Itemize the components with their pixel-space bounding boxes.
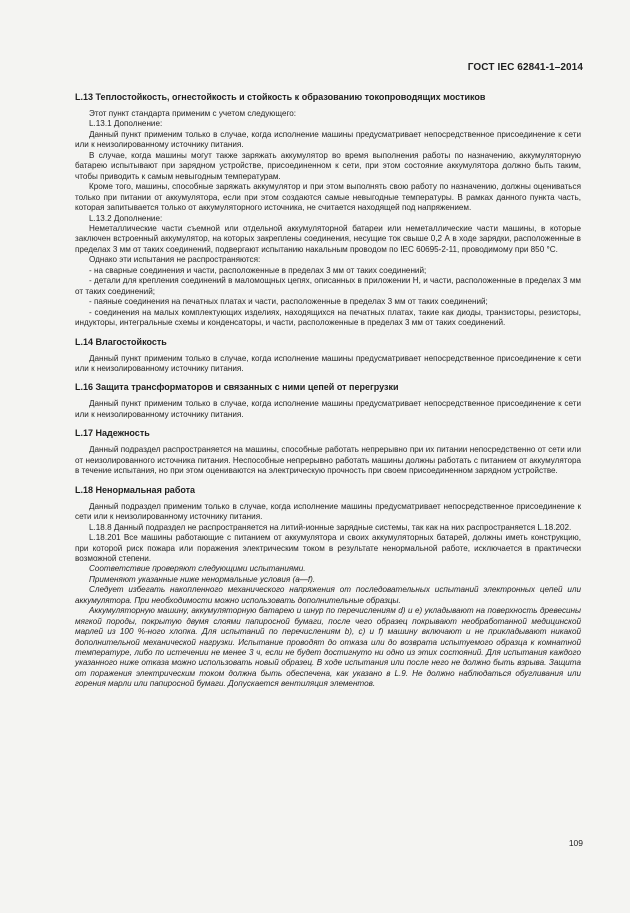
section-heading: L.14 Влагостойкость xyxy=(75,336,167,347)
paragraph: - соединения на малых комплектующих изделиях, находящихся на печатных платах, такие как диоды, транзисторы, резисторы, индукторы, интегральные схемы и конденсаторы, и части, расположенные в пределах 3 мм от таких соединений. xyxy=(75,307,581,328)
document-body xyxy=(75,92,581,690)
paragraph: Данный пункт применим только в случае, когда исполнение машины предусматривает непосредственное присоединение к сети или к неизолированному источнику питания. xyxy=(75,353,581,373)
paragraph: - на сварные соединения и части, расположенные в пределах 3 мм от таких соединений; xyxy=(89,265,427,275)
document-header: ГОСТ IEC 62841-1–2014 xyxy=(467,62,583,73)
paragraph: Следует избегать накопленного механического напряжения от последовательных испытаний электронных цепей или аккумулятора. При необходимости можно использовать дополнительные образцы. xyxy=(75,585,581,605)
paragraph: Данный пункт применим только в случае, когда исполнение машины предусматривает непосредственное присоединение к сети или к неизолированному источнику питания. xyxy=(75,399,581,419)
page-number: 109 xyxy=(568,838,583,848)
paragraph: Данный подраздел применим только в случае, когда исполнение машины предусматривает непосредственное присоединение к сети или к неизолированному источнику питания. xyxy=(75,501,581,522)
paragraph: Применяют указанные ниже ненормальные условия (a—f). xyxy=(89,574,316,584)
paragraph: Этот пункт стандарта применим с учетом следующего: xyxy=(89,109,297,118)
paragraph: Данный подраздел распространяется на машины, способные работать непрерывно при их питании непосредственно от сети или от неизолированного источника питания. Неспособные непрерывно работать машины должны работать с питанием от аккумулятора в течение испытания, но при этом оцениваются на электрическую прочность при своем присоединенном зарядном устройстве. xyxy=(75,445,581,476)
paragraph: В случае, когда машины могут также заряжать аккумулятор во время выполнения работы по назначению, аккумуляторную батарею испытывают при зарядном устройстве, присоединенном к сети, при этом состояние аккумулятора должно быть таким, чтобы приводить к самым невыгодным температурам. xyxy=(75,150,581,181)
section-heading: L.18 Ненормальная работа xyxy=(75,484,196,495)
section-heading: L.16 Защита трансформаторов и связанных с ними цепей от перегрузки xyxy=(75,382,399,393)
paragraph: - детали для крепления соединений в маломощных цепях, описанных в приложении Н, и части, расположенные в пределах 3 мм от таких соединений; xyxy=(75,276,581,296)
paragraph: - паяные соединения на печатных платах и части, расположенные в пределах 3 мм от таких соединений; xyxy=(89,297,488,307)
paragraph: Аккумуляторную машину, аккумуляторную батарею и шнур по перечислениям d) и е) укладывают на поверхность древесины мягкой породы, покрытую двумя слоями папиросной бумаги, после чего образец покрывают необработанной медицинской марлей из 100 %-ного хлопка. Для испытаний по перечислениям b), c) и f) машину включают и не прикладывают никакой дополнительной механической нагрузки. Испытание проводят до отказа или до возврата испытуемого образца к комнатной температуре, либо по истечении не менее 3 ч, если не будет достигнуто ни одно из этих состояний. Для испытания каждого указанного ниже отказа можно использовать новый образец. В ходе испытания или после него не должно быть взрыва. Защита от поражения электрическим током должна быть обеспечена, как указано в L.9. Не должно наблюдаться обугливания или горения марли или папиросной бумаги. Допускается вентиляция элементов. xyxy=(75,606,581,689)
paragraph: L.13.2 Дополнение: xyxy=(89,213,163,223)
paragraph: Соответствие проверяют следующими испытаниями. xyxy=(89,564,306,574)
paragraph: L.13.1 Дополнение: xyxy=(89,119,163,129)
paragraph: Кроме того, машины, способные заряжать аккумулятор и при этом выполнять свою работу по назначению, должны оцениваться только при питании от аккумулятора, если при этом создаются самые невыгодные температуры. В рамках данного пункта часть, которая запитывается только от аккумуляторного источника, не считается находящей под напряжением. xyxy=(75,182,581,213)
paragraph: L.18.8 Данный подраздел не распространяется на литий-ионные зарядные системы, так как на них распространяется L.18.202. xyxy=(89,522,572,532)
section-heading: L.17 Надежность xyxy=(75,428,150,439)
section-heading: L.13 Теплостойкость, огнестойкость и стойкость к образованию токопроводящих мостиков xyxy=(75,92,486,102)
paragraph: Неметаллические части съемной или отдельной аккумуляторной батареи или неметаллические части машины, в которые заключен встроенный аккумулятор, на которых закреплены соединения, несущие ток свыше 0,2 А в ходе зарядки, расположенные в пределах 3 мм от таких соединений, подвергают испытанию накальным проводом по IEC 60695-2-11, проводимому при 850 °C. xyxy=(75,223,581,254)
paragraph: Данный пункт применим только в случае, когда исполнение машины предусматривает непосредственное присоединение к сети или к неизолированному источнику питания. xyxy=(75,129,581,150)
paragraph: L.18.201 Все машины работающие с питанием от аккумулятора и своих аккумуляторных батарей, должны иметь конструкцию, при которой риск пожара или поражения электрическим током в результате ненормальной работе, исключается в практически возможной степени. xyxy=(75,533,581,563)
paragraph: Однако эти испытания не распространяются: xyxy=(89,255,261,265)
